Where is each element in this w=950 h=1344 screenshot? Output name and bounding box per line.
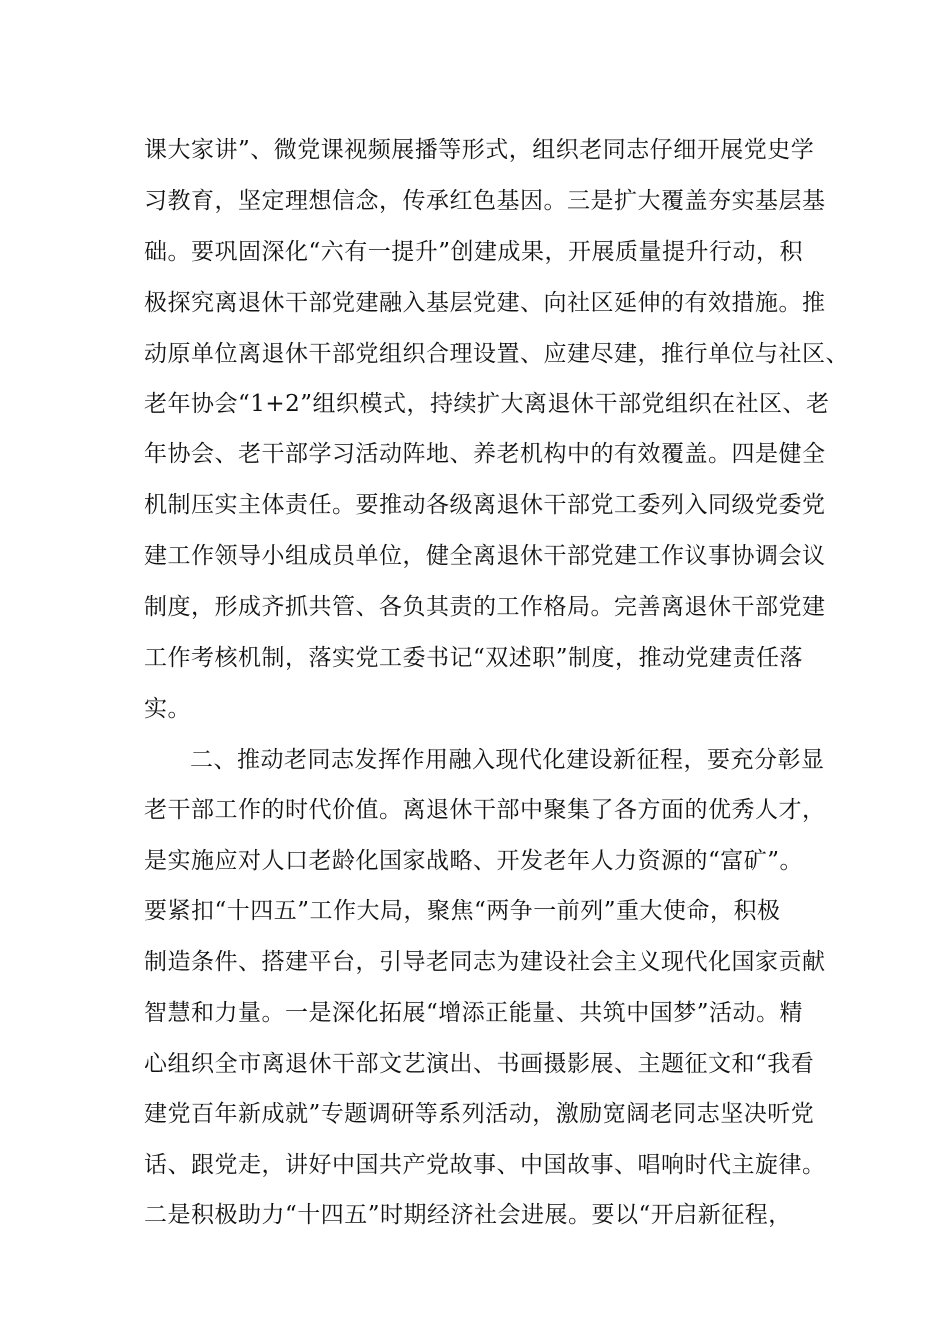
text-line: 年协会、老干部学习活动阵地、养老机构中的有效覆盖。四是健全 — [144, 441, 826, 467]
text-line: 智慧和力量。一是深化拓展“增添正能量、共筑中国梦”活动。精 — [144, 1000, 804, 1026]
text-line: 极探究离退休干部党建融入基层党建、向社区延伸的有效措施。推 — [144, 290, 826, 316]
text-line: 制度，形成齐抓共管、各负其责的工作格局。完善离退休干部党建 — [144, 594, 826, 620]
text-line: 建工作领导小组成员单位，健全离退休干部党建工作议事协调会议 — [144, 543, 826, 569]
paragraph-start: 二、推动老同志发挥作用融入现代化建设新征程，要充分彰显 — [190, 747, 825, 773]
text-line: 课大家讲”、微党课视频展播等形式，组织老同志仔细开展党史学 — [144, 137, 815, 163]
text-line: 是实施应对人口老龄化国家战略、开发老年人力资源的“富矿”。 — [144, 848, 804, 874]
text-line: 工作考核机制，落实党工委书记“双述职”制度，推动党建责任落 — [144, 645, 804, 671]
text-line: 动原单位离退休干部党组织合理设置、应建尽建，推行单位与社区、 — [144, 341, 849, 367]
text-line: 老年协会“1+2”组织模式，持续扩大离退休干部党组织在社区、老 — [144, 391, 830, 417]
text-line: 话、跟党走，讲好中国共产党故事、中国故事、唱响时代主旋律。 — [144, 1152, 826, 1178]
text-line: 要紧扣“十四五”工作大局，聚焦“两争一前列”重大使命，积极 — [144, 898, 781, 924]
text-line: 心组织全市离退休干部文艺演出、书画摄影展、主题征文和“我看 — [144, 1051, 815, 1077]
text-line: 习教育，坚定理想信念，传承红色基因。三是扩大覆盖夯实基层基 — [144, 188, 826, 214]
text-line: 础。要巩固深化“六有一提升”创建成果，开展质量提升行动，积 — [144, 239, 804, 265]
text-line: 老干部工作的时代价值。离退休干部中聚集了各方面的优秀人才， — [144, 797, 826, 823]
text-line: 建党百年新成就”专题调研等系列活动，激励宽阔老同志坚决听党 — [144, 1101, 815, 1127]
text-line: 制造条件、搭建平台，引导老同志为建设社会主义现代化国家贡献 — [144, 949, 826, 975]
text-line: 二是积极助力“十四五”时期经济社会进展。要以“开启新征程， — [144, 1202, 792, 1228]
text-line: 机制压实主体责任。要推动各级离退休干部党工委列入同级党委党 — [144, 492, 826, 518]
text-line: 实。 — [144, 696, 191, 722]
